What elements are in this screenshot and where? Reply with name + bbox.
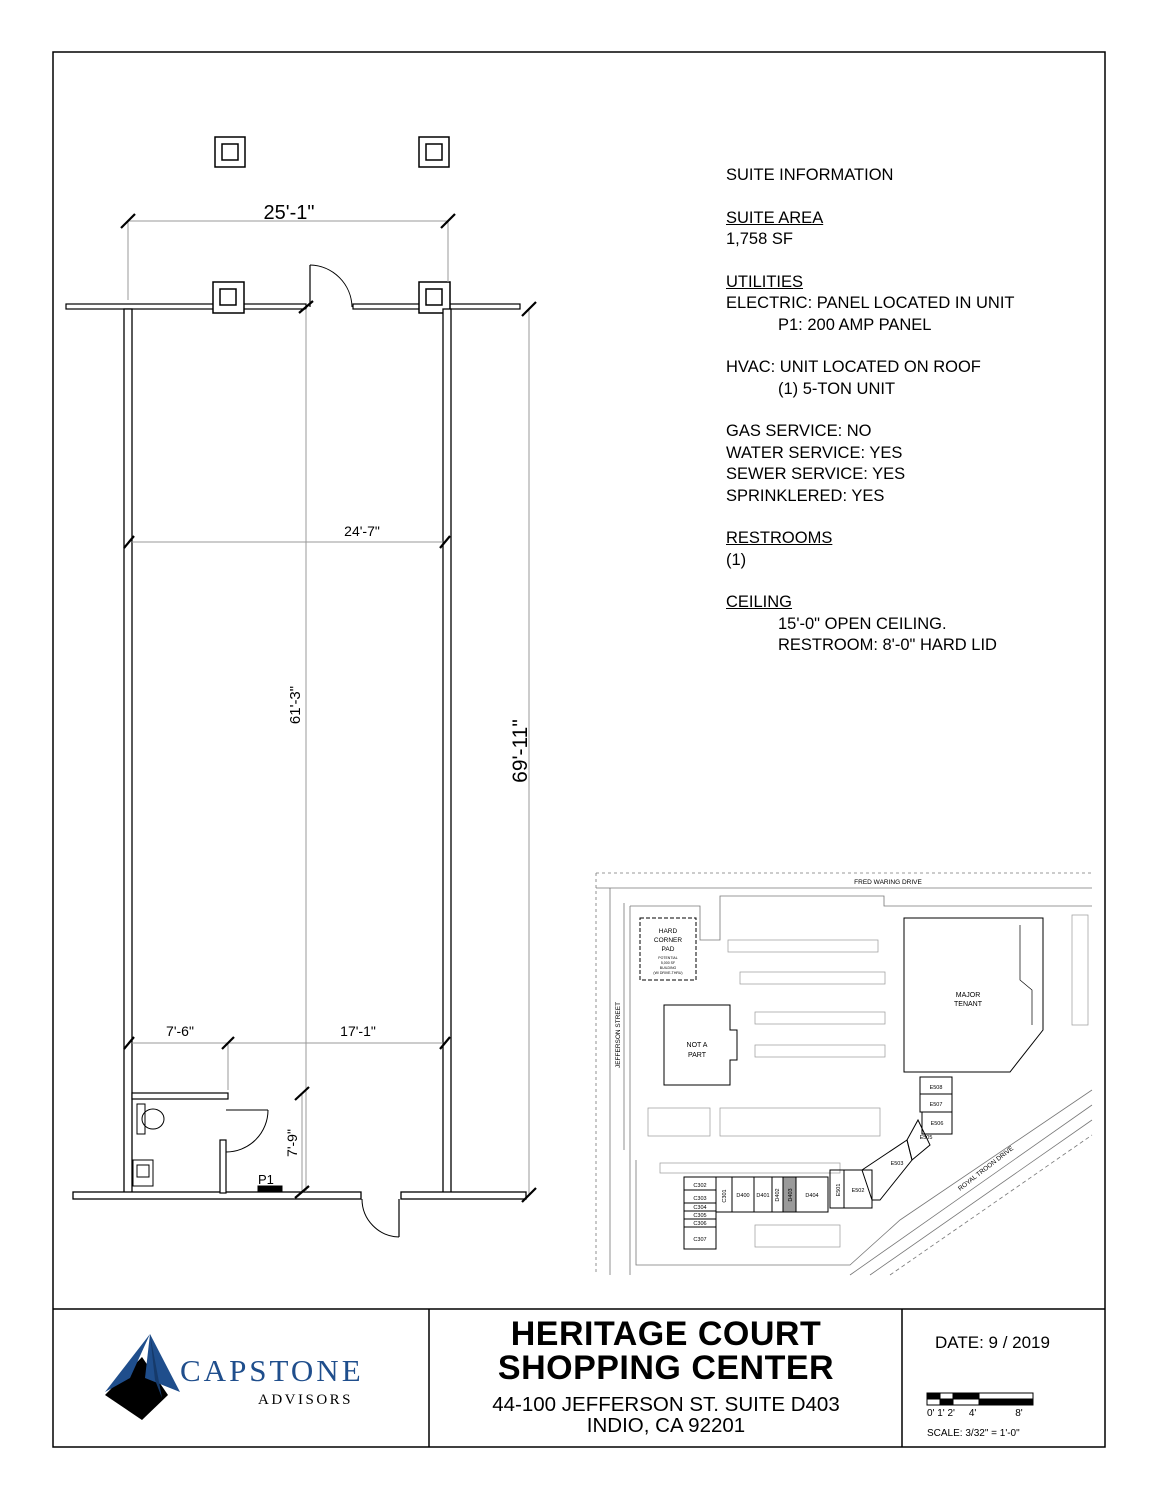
street-royal-troon: ROYAL TROON DRIVE bbox=[957, 1145, 1016, 1193]
hvac-text: HVAC: UNIT LOCATED ON ROOF bbox=[726, 358, 981, 376]
dim-height-inner: 61'-3" bbox=[287, 685, 304, 725]
wall-rear bbox=[73, 1192, 361, 1199]
suite-information bbox=[726, 165, 1015, 678]
street-jefferson: JEFFERSON STREET bbox=[615, 1001, 622, 1069]
suite-area-value: 1,758 SF bbox=[726, 230, 793, 248]
svg-text:E502: E502 bbox=[851, 1188, 865, 1194]
svg-text:C302: C302 bbox=[693, 1183, 707, 1189]
scale-bar bbox=[927, 1393, 1033, 1405]
hvac-unit-text: (1) 5-TON UNIT bbox=[778, 379, 896, 398]
svg-text:E501: E501 bbox=[836, 1183, 842, 1197]
scale-ticks: 0' 1' 2' 4' 8' bbox=[927, 1408, 1023, 1419]
svg-text:C305: C305 bbox=[693, 1213, 707, 1219]
svg-text:POTENTIAL: POTENTIAL bbox=[658, 956, 678, 960]
title-line-2: SHOPPING CENTER bbox=[497, 1349, 835, 1387]
svg-text:NOT A: NOT A bbox=[686, 1042, 708, 1049]
utilities-heading: UTILITIES bbox=[726, 272, 804, 291]
restrooms-value: (1) bbox=[726, 550, 747, 569]
svg-text:C303: C303 bbox=[693, 1196, 707, 1202]
restroom-wall bbox=[220, 1140, 226, 1193]
street-fred-waring: FRED WARING DRIVE bbox=[854, 879, 922, 886]
svg-text:C301: C301 bbox=[722, 1189, 728, 1203]
logo-name: CAPSTONE bbox=[180, 1353, 364, 1388]
svg-text:C306: C306 bbox=[693, 1221, 707, 1227]
svg-text:E508: E508 bbox=[929, 1085, 943, 1091]
svg-text:D403: D403 bbox=[788, 1188, 794, 1202]
dim-remaining-width: 17'-1" bbox=[340, 1023, 376, 1039]
column bbox=[419, 137, 449, 167]
date-label: DATE: 9 / 2019 bbox=[935, 1333, 1050, 1352]
dim-height-overall: 69'-11" bbox=[509, 719, 532, 783]
site-plan bbox=[596, 873, 1092, 1275]
svg-text:5,000 SF: 5,000 SF bbox=[660, 961, 676, 965]
water-text: WATER SERVICE: YES bbox=[726, 443, 903, 462]
electric-panel-text: P1: 200 AMP PANEL bbox=[778, 315, 932, 334]
sink bbox=[133, 1160, 153, 1186]
column bbox=[215, 137, 245, 167]
svg-text:PART: PART bbox=[687, 1052, 707, 1059]
scale-note: SCALE: 3/32" = 1'-0" bbox=[927, 1428, 1020, 1439]
column bbox=[213, 282, 244, 313]
restrooms-heading: RESTROOMS bbox=[726, 529, 833, 547]
electric-text: ELECTRIC: PANEL LOCATED IN UNIT bbox=[726, 294, 1015, 312]
dimensions bbox=[128, 221, 529, 1195]
svg-text:E505: E505 bbox=[919, 1135, 933, 1141]
restroom-wall bbox=[132, 1093, 228, 1099]
door-swing bbox=[362, 1199, 399, 1237]
svg-text:E507: E507 bbox=[929, 1102, 943, 1108]
wall-rear bbox=[401, 1192, 526, 1199]
dim-restroom-depth: 7'-9" bbox=[284, 1129, 300, 1157]
toilet-tank bbox=[137, 1104, 145, 1134]
panel-label: P1 bbox=[258, 1172, 274, 1187]
svg-text:C307: C307 bbox=[693, 1237, 707, 1243]
gas-text: GAS SERVICE: NO bbox=[726, 422, 872, 440]
dim-width-top: 25'-1" bbox=[263, 202, 315, 224]
ceiling-heading: CEILING bbox=[726, 593, 793, 611]
svg-text:BUILDING: BUILDING bbox=[659, 966, 677, 970]
dimension-ticks bbox=[121, 214, 536, 1202]
svg-text:(W/ DRIVE-THRU): (W/ DRIVE-THRU) bbox=[653, 971, 683, 975]
title-line-1: HERITAGE COURT bbox=[510, 1315, 822, 1353]
sprinklered-text: SPRINKLERED: YES bbox=[726, 486, 885, 505]
svg-text:D401: D401 bbox=[756, 1193, 770, 1199]
door-swing bbox=[310, 265, 352, 307]
svg-text:CORNER: CORNER bbox=[653, 937, 683, 944]
dim-restroom-width: 7'-6" bbox=[166, 1023, 194, 1039]
svg-text:HARD: HARD bbox=[658, 928, 678, 935]
address-line-2: INDIO, CA 92201 bbox=[586, 1414, 746, 1437]
svg-text:C304: C304 bbox=[693, 1205, 707, 1211]
ceiling-value: 15'-0" OPEN CEILING. bbox=[778, 614, 947, 633]
svg-text:MAJOR: MAJOR bbox=[955, 992, 981, 999]
sewer-text: SEWER SERVICE: YES bbox=[726, 465, 906, 483]
svg-text:PAD: PAD bbox=[661, 946, 675, 953]
logo-sub: ADVISORS bbox=[258, 1392, 354, 1408]
dim-width-inner: 24'-7" bbox=[344, 523, 380, 539]
wall-right bbox=[443, 309, 451, 1195]
svg-text:E506: E506 bbox=[930, 1121, 944, 1127]
storefront-wall bbox=[66, 304, 306, 309]
svg-text:TENANT: TENANT bbox=[954, 1001, 982, 1008]
capstone-logo bbox=[105, 1334, 364, 1420]
wall-left bbox=[124, 309, 132, 1195]
svg-text:D402: D402 bbox=[775, 1188, 781, 1202]
svg-text:E503: E503 bbox=[890, 1161, 904, 1167]
svg-text:D400: D400 bbox=[736, 1193, 750, 1199]
svg-text:D404: D404 bbox=[805, 1193, 819, 1199]
address-line-1: 44-100 JEFFERSON ST. SUITE D403 bbox=[492, 1393, 840, 1416]
ceiling-restroom: RESTROOM: 8'-0" HARD LID bbox=[778, 636, 997, 654]
suite-area-heading: SUITE AREA bbox=[726, 208, 824, 227]
suite-info-heading: SUITE INFORMATION bbox=[726, 166, 894, 184]
